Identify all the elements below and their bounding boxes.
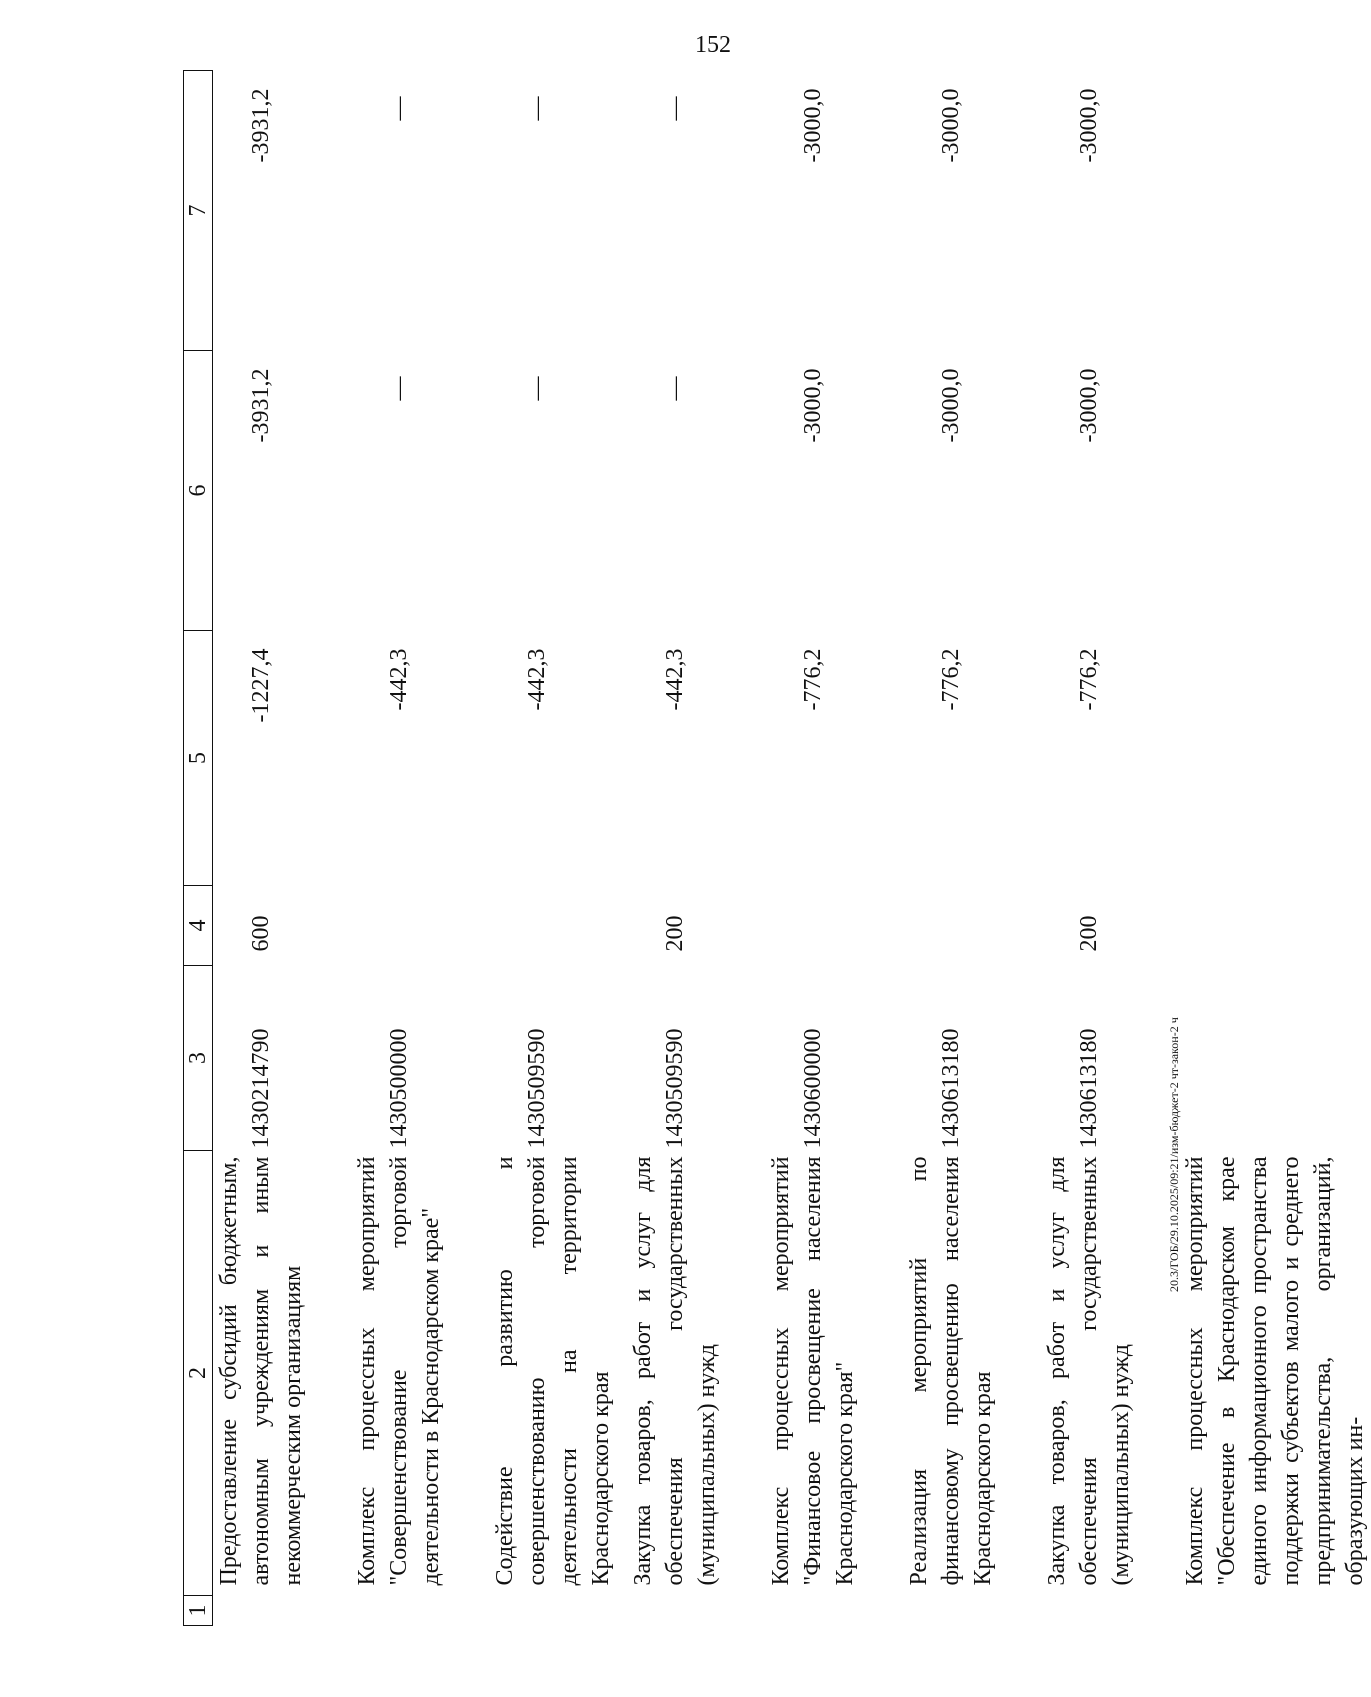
row-description: Комплекс процессных мероприятий "Обеспечение в Краснодарском крае единого информационного пространства поддержки субъектов малого и среднего предпринимательства, организаций, образующих ин-: [1182, 1156, 1368, 1586]
row-code: 1430509590: [524, 1028, 550, 1149]
row-code: [1179, 966, 1371, 1151]
document-stamp: 20.3/ГОБ/29.10.2025/09:21/изм-бюджет-2 чт-закон-2 ч: [1167, 1017, 1181, 1292]
row-code: 1430613180: [1076, 1028, 1102, 1149]
header-cell: 5: [184, 631, 213, 886]
row-value-col6: —: [662, 376, 688, 401]
row-expense-type: [1179, 886, 1371, 966]
row-value-col7: -3931,2: [248, 88, 274, 163]
row-value-col6: -3000,0: [800, 368, 826, 443]
table-row: [765, 71, 903, 1626]
row-code: 1430509590: [662, 1028, 688, 1149]
header-row: [184, 71, 213, 1626]
table-row: [351, 71, 489, 1626]
row-expense-type: [903, 886, 1041, 966]
header-cell: 1: [184, 1596, 213, 1626]
row-expense-type: [489, 886, 627, 966]
table-row: [903, 71, 1041, 1626]
row-description: Закупка товаров, работ и услуг для обеспечения государственных (муниципальных) нужд: [630, 1156, 720, 1586]
table-row: [1041, 71, 1179, 1626]
row-value-col7: —: [662, 96, 688, 121]
row-expense-type: [765, 886, 903, 966]
row-value-col7: -3000,0: [1076, 88, 1102, 163]
row-value-col7: -3000,0: [800, 88, 826, 163]
row-description: Закупка товаров, работ и услуг для обеспечения государственных (муниципальных) нужд: [1044, 1156, 1134, 1586]
header-cell: 7: [184, 71, 213, 351]
row-value-col7: —: [386, 96, 412, 121]
row-value-col6: [1179, 351, 1371, 631]
row-value-col6: —: [386, 376, 412, 401]
row-expense-type: 600: [248, 915, 274, 952]
row-value-col7: [1179, 71, 1371, 351]
row-value-col6: -3000,0: [1076, 368, 1102, 443]
budget-table: [183, 70, 1371, 1626]
row-value-col6: -3000,0: [938, 368, 964, 443]
table-row: [1179, 71, 1371, 1626]
row-code: 1430613180: [938, 1028, 964, 1149]
row-value-col7: -3000,0: [938, 88, 964, 163]
table-row: [489, 71, 627, 1626]
row-description: Комплекс процессных мероприятий "Финансовое просвещение населения Краснодарского края": [768, 1156, 858, 1586]
row-code: 1430214790: [248, 1028, 274, 1149]
table-row: [213, 71, 352, 1626]
header-cell: 6: [184, 351, 213, 631]
row-expense-type: 200: [1076, 915, 1102, 952]
row-value-col5: -442,3: [524, 648, 550, 711]
row-description: Предоставление субсидий бюджетным, автономным учреждениям и иным некоммерческим организациям: [216, 1156, 306, 1586]
header-cell: 3: [184, 966, 213, 1151]
row-value-col5: -776,2: [1076, 648, 1102, 711]
row-description: Реализация мероприятий по финансовому просвещению населения Краснодарского края: [906, 1156, 996, 1586]
row-description: Комплекс процессных мероприятий "Совершенствование торговой деятельности в Краснодарском крае": [354, 1156, 444, 1586]
table-row: [627, 71, 765, 1626]
row-expense-type: [351, 886, 489, 966]
row-value-col6: —: [524, 376, 550, 401]
header-cell: 2: [184, 1151, 213, 1596]
row-value-col5: -776,2: [800, 648, 826, 711]
row-expense-type: 200: [662, 915, 688, 952]
row-value-col6: -3931,2: [248, 368, 274, 443]
row-value-col5: [1179, 631, 1371, 886]
page-number: 152: [695, 32, 731, 58]
row-value-col5: -442,3: [662, 648, 688, 711]
row-code: 1430500000: [386, 1028, 412, 1149]
header-cell: 4: [184, 886, 213, 966]
row-description: Содействие развитию и совершенствованию торговой деятельности на территории Краснодарского края: [492, 1156, 614, 1586]
row-value-col5: -776,2: [938, 648, 964, 711]
row-value-col5: -1227,4: [248, 648, 274, 723]
row-value-col7: —: [524, 96, 550, 121]
row-code: 1430600000: [800, 1028, 826, 1149]
row-value-col5: -442,3: [386, 648, 412, 711]
